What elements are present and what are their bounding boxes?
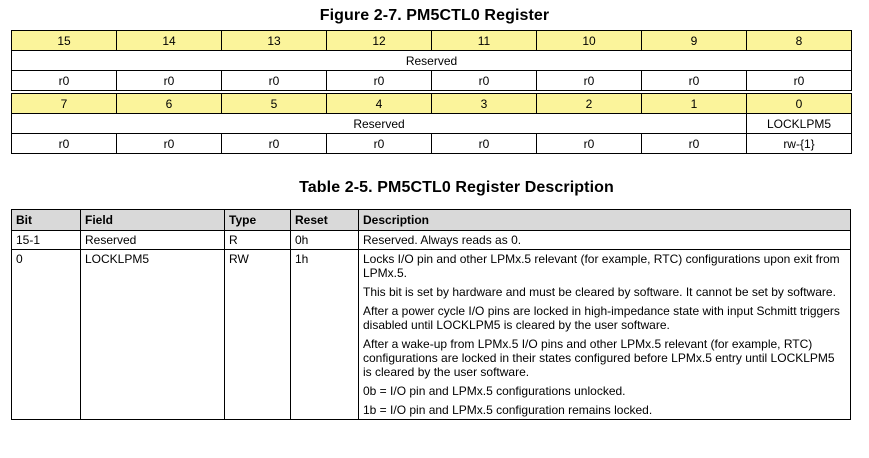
access-type: r0 — [117, 134, 222, 154]
register-access-lower — [12, 134, 852, 154]
field-reserved-upper: Reserved — [12, 51, 852, 71]
cell-reset: 0h — [291, 231, 359, 250]
access-type: r0 — [642, 134, 747, 154]
register-bit-numbers-lower — [12, 94, 852, 114]
access-type: r0 — [537, 134, 642, 154]
cell-field: Reserved — [81, 231, 225, 250]
description-paragraph: 1b = I/O pin and LPMx.5 configuration remains locked. — [363, 403, 653, 417]
register-access-upper — [12, 71, 852, 91]
bit-number: 1 — [642, 94, 747, 114]
bit-number: 5 — [222, 94, 327, 114]
register-diagram — [11, 30, 852, 154]
cell-type: RW — [225, 250, 291, 420]
bit-number: 0 — [747, 94, 852, 114]
bit-number: 4 — [327, 94, 432, 114]
access-type: r0 — [222, 134, 327, 154]
description-paragraph: 0b = I/O pin and LPMx.5 configurations unlocked. — [363, 384, 626, 398]
cell-description — [359, 231, 851, 250]
cell-reset: 1h — [291, 250, 359, 420]
table-row — [12, 250, 851, 420]
header-reset: Reset — [291, 210, 359, 231]
access-type: rw-{1} — [747, 134, 852, 154]
bit-number: 10 — [537, 31, 642, 51]
description-paragraph: This bit is set by hardware and must be cleared by software. It cannot be set by software. — [363, 285, 836, 299]
bit-number: 15 — [12, 31, 117, 51]
field-reserved-lower: Reserved — [12, 114, 747, 134]
access-type: r0 — [747, 71, 852, 91]
cell-bit: 0 — [12, 250, 81, 420]
register-fields-lower — [12, 114, 852, 134]
access-type: r0 — [432, 134, 537, 154]
access-type: r0 — [12, 71, 117, 91]
description-paragraph: Reserved. Always reads as 0. — [363, 233, 522, 247]
bit-number: 6 — [117, 94, 222, 114]
header-type: Type — [225, 210, 291, 231]
bit-number: 13 — [222, 31, 327, 51]
bit-number: 8 — [747, 31, 852, 51]
header-bit: Bit — [12, 210, 81, 231]
bit-number: 11 — [432, 31, 537, 51]
cell-field: LOCKLPM5 — [81, 250, 225, 420]
bit-number: 3 — [432, 94, 537, 114]
access-type: r0 — [12, 134, 117, 154]
field-locklpm5: LOCKLPM5 — [747, 114, 852, 134]
header-description: Description — [359, 210, 851, 231]
description-paragraph: Locks I/O pin and other LPMx.5 relevant (for example, RTC) configurations upon exit from LPMx.5. — [363, 252, 840, 280]
access-type: r0 — [222, 71, 327, 91]
description-paragraph: After a wake-up from LPMx.5 I/O pins and other LPMx.5 relevant (for example, RTC) configurations are locked in their states configured before LPMx.5 entry until LOCKLPM5 is cleared by the user software. — [363, 337, 835, 379]
register-fields-upper — [12, 51, 852, 71]
table-row — [12, 231, 851, 250]
bit-number: 14 — [117, 31, 222, 51]
description-paragraph: After a power cycle I/O pins are locked in high-impedance state with input Schmitt triggers disabled until LOCKLPM5 is cleared by the user software. — [363, 304, 840, 332]
table-title: Table 2-5. PM5CTL0 Register Description — [299, 179, 614, 196]
figure-title: Figure 2-7. PM5CTL0 Register — [319, 7, 550, 24]
bit-number: 2 — [537, 94, 642, 114]
cell-bit: 15-1 — [12, 231, 81, 250]
register-description-table — [11, 209, 851, 420]
access-type: r0 — [537, 71, 642, 91]
register-bit-numbers-upper — [12, 31, 852, 51]
header-field: Field — [81, 210, 225, 231]
bit-number: 12 — [327, 31, 432, 51]
bit-number: 7 — [12, 94, 117, 114]
access-type: r0 — [327, 134, 432, 154]
access-type: r0 — [642, 71, 747, 91]
access-type: r0 — [432, 71, 537, 91]
cell-description — [359, 250, 851, 420]
access-type: r0 — [327, 71, 432, 91]
bit-number: 9 — [642, 31, 747, 51]
table-header-row — [12, 210, 851, 231]
access-type: r0 — [117, 71, 222, 91]
cell-type: R — [225, 231, 291, 250]
